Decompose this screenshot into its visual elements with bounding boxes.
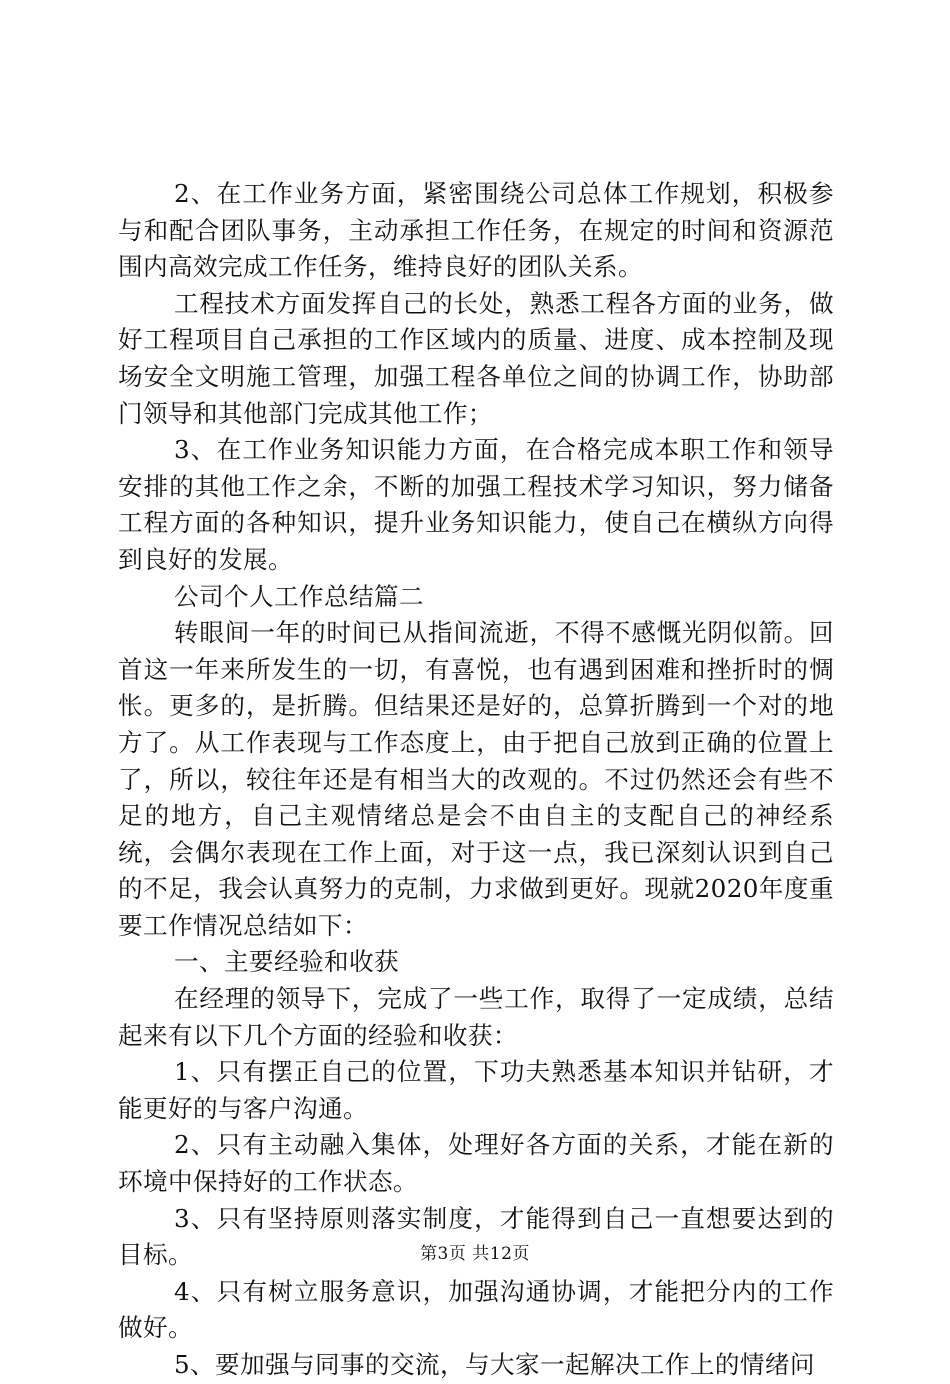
list-item-3: 3、只有坚持原则落实制度，才能得到自己一直想要达到的目标。 xyxy=(118,1203,834,1270)
section-heading-experience: 一、主要经验和收获 xyxy=(174,947,399,977)
page-number-footer: 第3页 共12页 xyxy=(420,1244,530,1264)
paragraph-knowledge-ability: 3、在工作业务知识能力方面，在合格完成本职工作和领导安排的其他工作之余，不断的加强工程技术学习知识，努力储备工程方面的各种知识，提升业务知识能力，使自己在横纵方向得到良好的发展。 xyxy=(118,435,834,574)
paragraph-year-review: 转眼间一年的时间已从指间流逝，不得不感慨光阴似箭。回首这一年来所发生的一切，有喜悦，也有遇到困难和挫折时的惆怅。更多的，是折腾。但结果还是好的，总算折腾到一个对的地方了。从工作表现与工作态度上，由于把自己放到正确的位置上了，所以，较往年还是有相当大的改观的。不过仍然还会有些不足的地方，自己主观情绪总是会不由自主的支配自己的神经系统，会偶尔表现在工作上面，对于这一点，我已深刻认识到自己的不足，我会认真努力的克制，力求做到更好。现就2020年度重要工作情况总结如下： xyxy=(118,618,834,940)
document-body xyxy=(118,176,834,1384)
list-item-5: 5、要加强与同事的交流，与大家一起解决工作上的情绪问 xyxy=(174,1350,815,1379)
list-item-4: 4、只有树立服务意识，加强沟通协调，才能把分内的工作做好。 xyxy=(118,1276,834,1343)
list-item-1: 1、只有摆正自己的位置，下功夫熟悉基本知识并钻研，才能更好的与客户沟通。 xyxy=(118,1057,834,1123)
paragraph-experience-intro: 在经理的领导下，完成了一些工作，取得了一定成绩，总结起来有以下几个方面的经验和收获： xyxy=(118,984,834,1050)
section-title-part-two: 公司个人工作总结篇二 xyxy=(174,581,424,611)
paragraph-engineering-tech: 工程技术方面发挥自己的长处，熟悉工程各方面的业务，做好工程项目自己承担的工作区域内的质量、进度、成本控制及现场安全文明施工管理，加强工程各单位之间的协调工作，协助部门领导和其他部门完成其他工作； xyxy=(118,288,834,428)
paragraph-work-business: 2、在工作业务方面，紧密围绕公司总体工作规划，积极参与和配合团队事务，主动承担工作任务，在规定的时间和资源范围内高效完成工作任务，维持良好的团队关系。 xyxy=(118,179,834,282)
list-item-2: 2、只有主动融入集体，处理好各方面的关系，才能在新的环境中保持好的工作状态。 xyxy=(118,1130,834,1197)
